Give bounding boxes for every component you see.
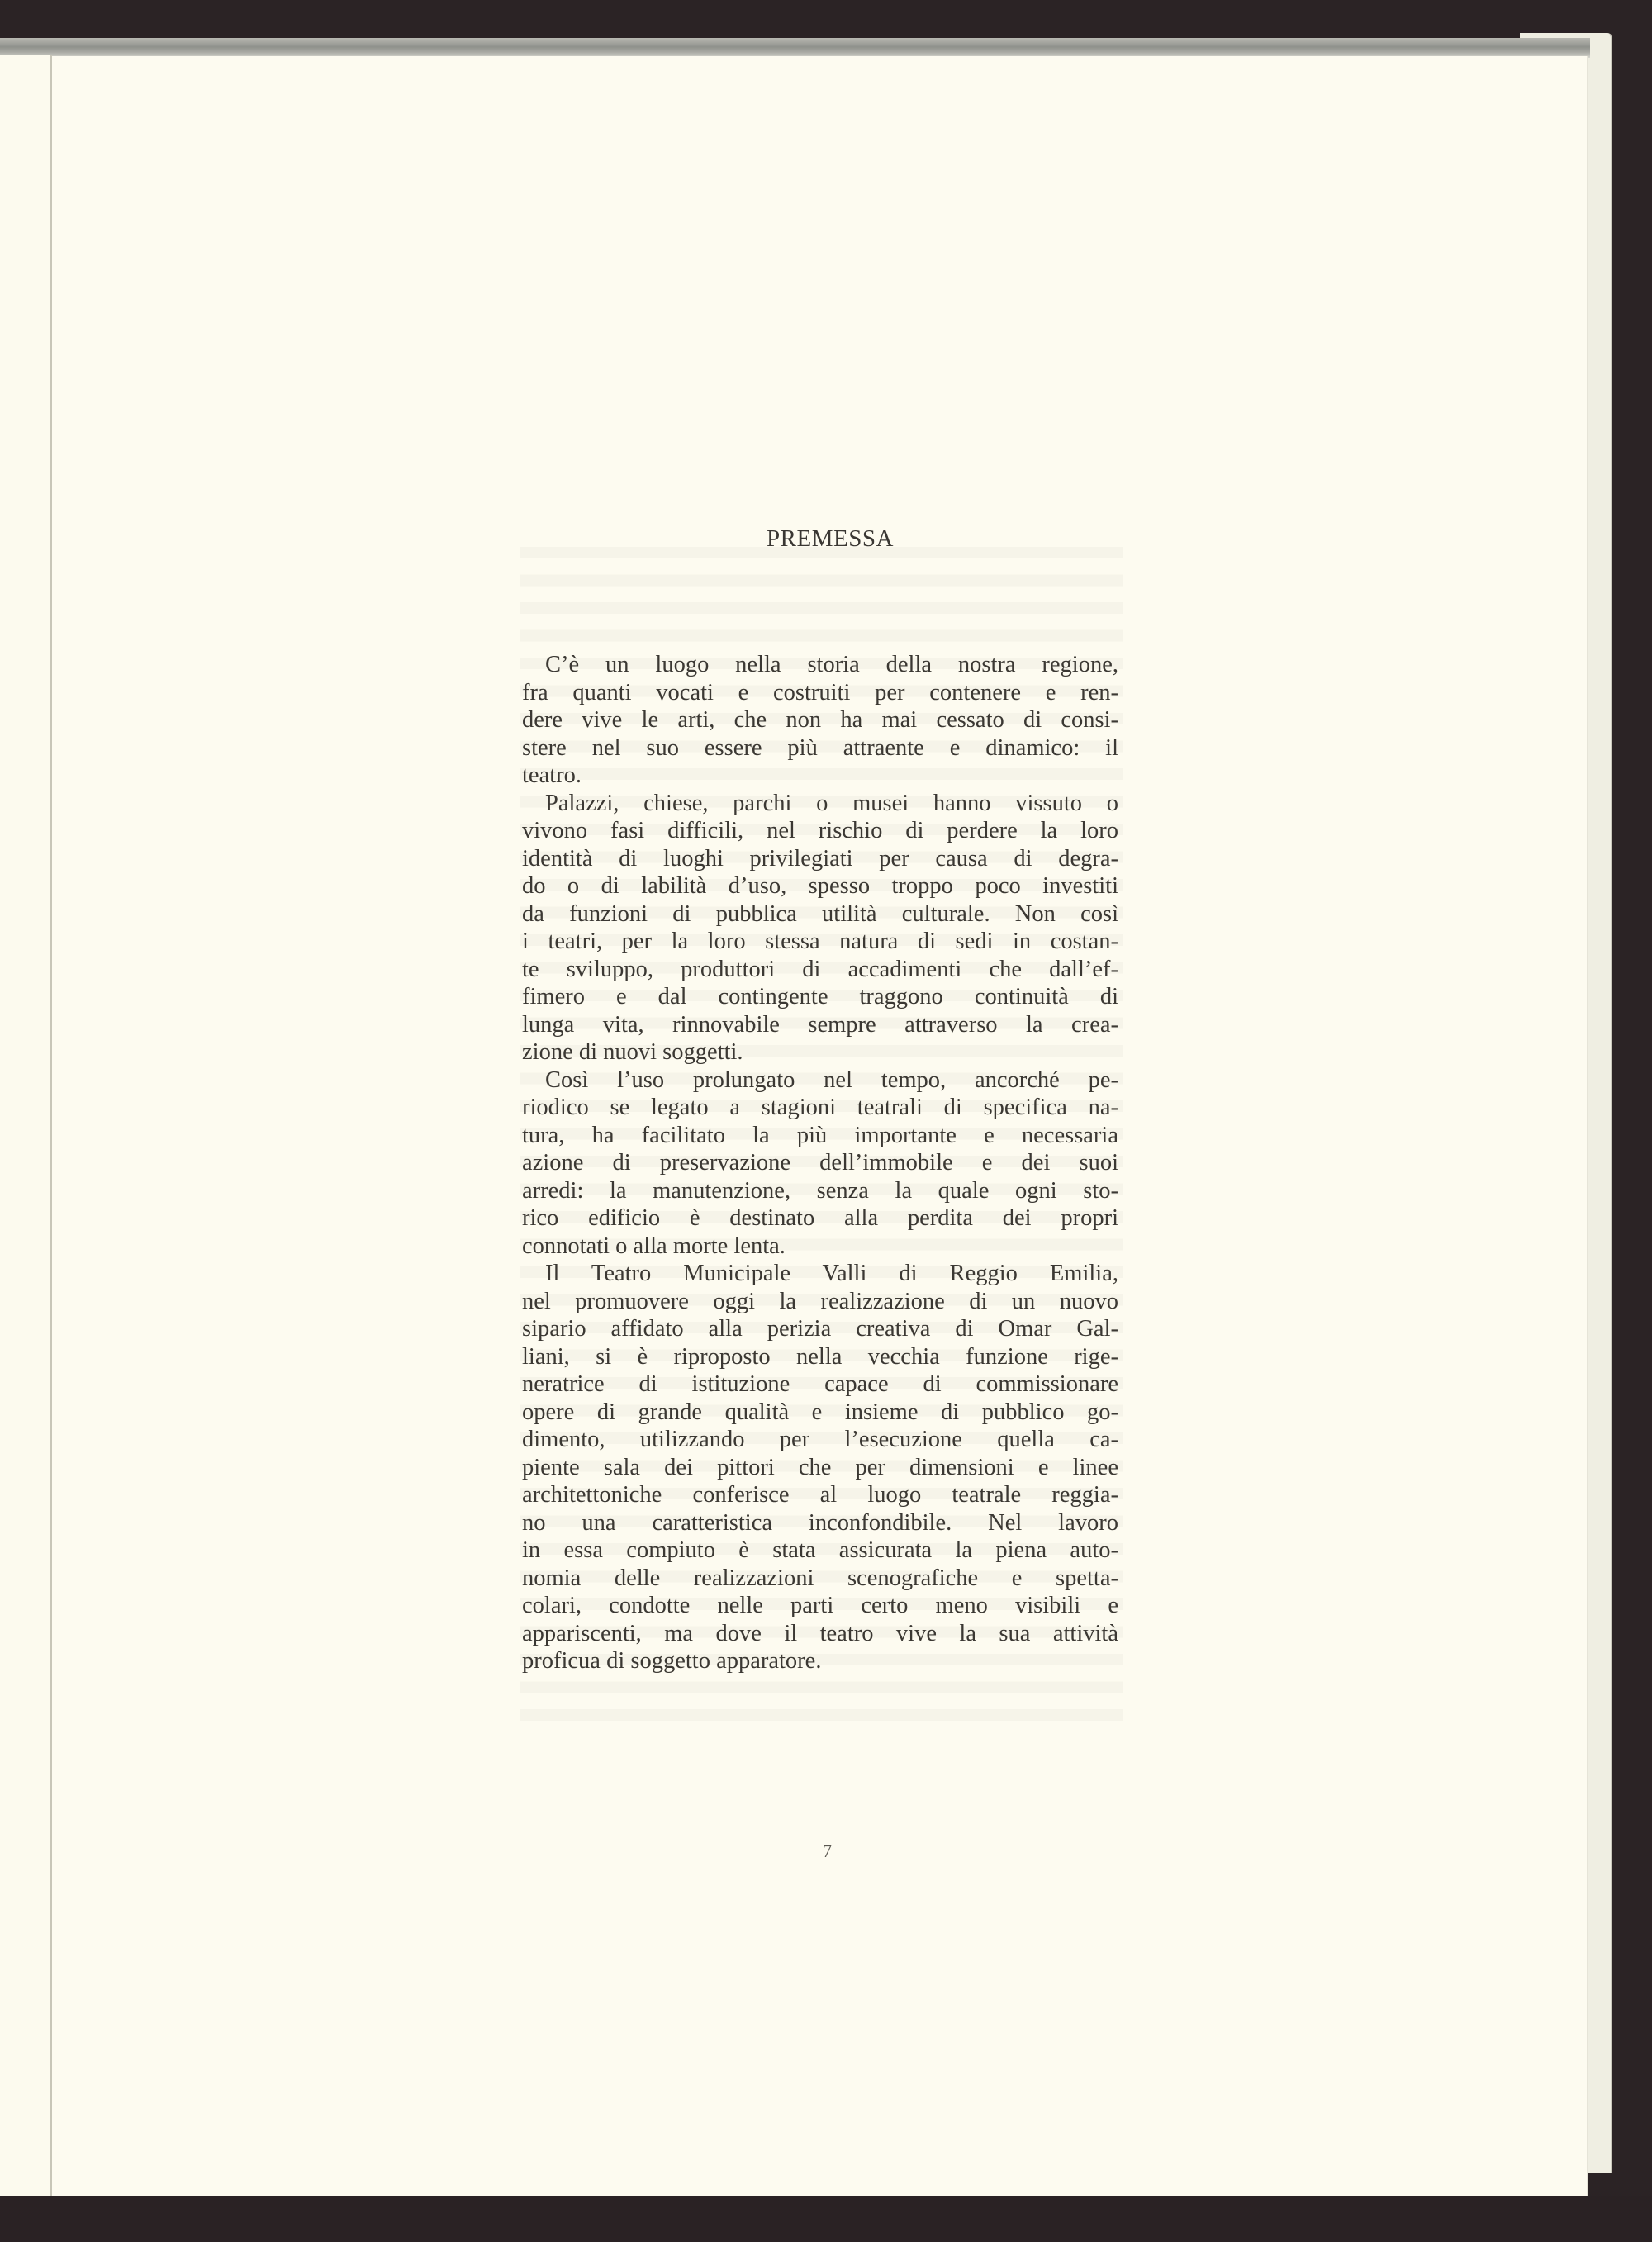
text-line: sipario affidato alla perizia creativa di Omar Gal- [522,1316,1118,1342]
text-line: opere di grande qualità e insieme di pubblico go- [522,1399,1118,1425]
paragraph [522,1260,1118,1675]
text-line: lunga vita, rinnovabile sempre attraverso la crea- [522,1011,1118,1038]
text-line: liani, si è riproposto nella vecchia funzione rige- [522,1343,1118,1370]
text-line: appariscenti, ma dove il teatro vive la sua attività [522,1620,1118,1646]
text-line: riodico se legato a stagioni teatrali di specifica na- [522,1095,1118,1120]
text-line: Così l’uso prolungato nel tempo, ancorché pe- [545,1066,1118,1093]
text-line: dimento, utilizzando per l’esecuzione quella ca- [522,1427,1118,1452]
text-line: stere nel suo essere più attraente e dinamico: il [522,734,1118,761]
text-line: fimero e dal contingente traggono continuità di [522,984,1118,1009]
text-line: zione di nuovi soggetti. [522,1039,743,1065]
facing-page-edge [0,55,50,2219]
page-number: 7 [823,1841,832,1861]
text-line: Il Teatro Municipale Valli di Reggio Emilia, [545,1261,1118,1286]
paragraph [522,790,1118,1066]
text-line: nel promuovere oggi la realizzazione di un nuovo [522,1288,1118,1314]
text-line: in essa compiuto è stata assicurata la piena auto- [522,1537,1118,1563]
text-line: connotati o alla morte lenta. [522,1233,786,1259]
text-line: rico edificio è destinato alla perdita dei propri [522,1205,1118,1231]
text-line: identità di luoghi privilegiati per causa di degra- [522,845,1118,872]
text-line: architettoniche conferisce al luogo teatrale reggia- [522,1482,1118,1508]
text-line: arredi: la manutenzione, senza la quale ogni sto- [522,1177,1118,1204]
text-line: nomia delle realizzazioni scenografiche e spetta- [522,1565,1118,1591]
text-line: dere vive le arti, che non ha mai cessato di consi- [522,707,1118,733]
text-line: azione di preservazione dell’immobile e dei suoi [522,1150,1118,1176]
page-title-text: PREMESSA [767,525,894,552]
text-line: da funzioni di pubblica utilità culturale. Non così [522,900,1118,927]
paragraph [522,651,1118,790]
body-text [522,651,1118,1675]
text-line: proficua di soggetto apparatore. [522,1648,822,1674]
text-line: do o di labilità d’uso, spesso troppo poco investiti [522,873,1118,899]
page-title [0,525,1652,553]
text-line: Palazzi, chiese, parchi o musei hanno vissuto o [545,790,1118,816]
text-line: fra quanti vocati e costruiti per contenere e ren- [522,679,1118,705]
text-line: piente sala dei pittori che per dimensioni e linee [522,1454,1118,1480]
text-line: neratrice di istituzione capace di commissionare [522,1371,1118,1397]
text-line: no una caratteristica inconfondibile. Nel lavoro [522,1509,1118,1536]
text-line: tura, ha facilitato la più importante e necessaria [522,1122,1118,1148]
scanner-background-bottom [0,2196,1652,2242]
text-line: vivono fasi difficili, nel rischio di perdere la loro [522,818,1118,843]
text-line: te sviluppo, produttori di accadimenti che dall’ef- [522,956,1118,982]
text-line: C’è un luogo nella storia della nostra regione, [545,652,1118,677]
top-page-edge [0,38,1590,58]
text-line: colari, condotte nelle parti certo meno visibili e [522,1593,1118,1618]
text-line: i teatri, per la loro stessa natura di sedi in costan- [522,929,1118,954]
paragraph [522,1066,1118,1261]
text-line: teatro. [522,762,582,788]
